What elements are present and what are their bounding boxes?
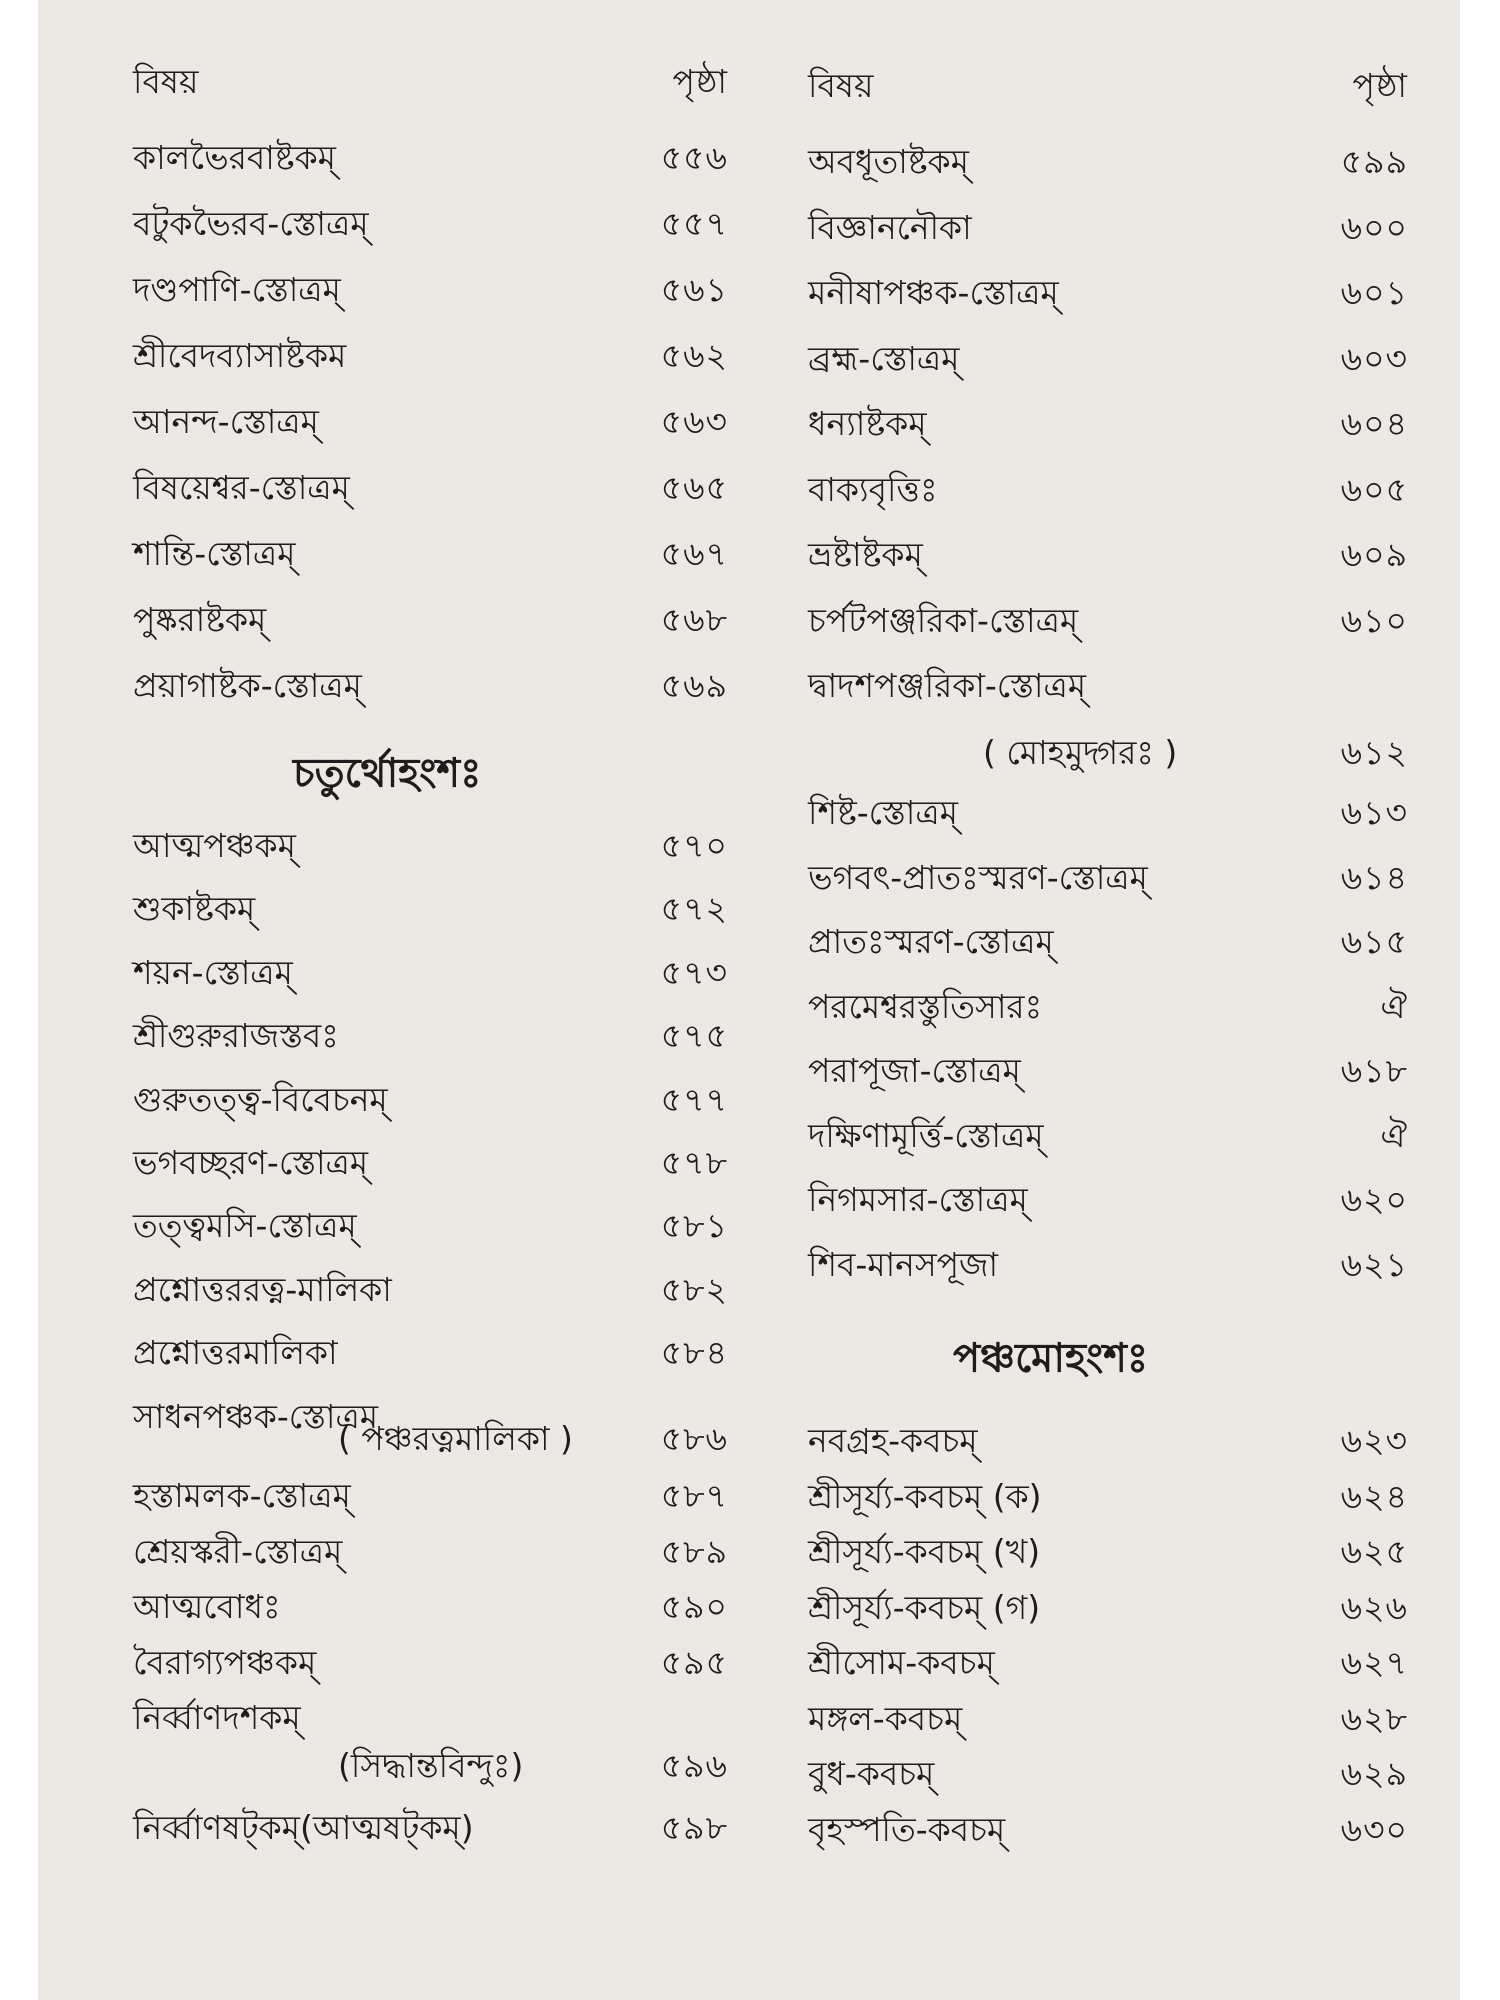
toc-entry <box>38 394 738 454</box>
entry-page: ৫৮২ <box>660 1269 728 1309</box>
entry-title: আত্মপঞ্চকম্ <box>133 826 296 865</box>
subject-header: বিষয় <box>133 62 199 101</box>
entry-page: ৫৫৬ <box>660 138 728 177</box>
toc-entry <box>778 850 1418 910</box>
toc-entry <box>38 658 738 718</box>
entry-title: বটুকভৈরব-স্তোত্রম্ <box>133 204 369 243</box>
entry-page: ৬২৪ <box>1340 1476 1408 1516</box>
entry-page: ৬০০ <box>1340 207 1408 247</box>
entry-title: নির্ব্বাণষট্কম্(আত্মষট্কম্) <box>133 1808 474 1847</box>
entry-page: ৬০৫ <box>1340 469 1408 509</box>
entry-title: শ্রীসোম-কবচম্ <box>808 1643 995 1682</box>
entry-title: নবগ্রহ-কবচম্ <box>808 1421 978 1460</box>
entry-page: ৫৬৫ <box>660 468 728 507</box>
entry-title: ব্রহ্ম-স্তোত্রম্ <box>808 338 960 378</box>
entry-page: ৫৬৭ <box>660 534 728 573</box>
entry-title: ভগবচ্ছরণ-স্তোত্রম্ <box>133 1143 369 1182</box>
entry-title: বাক্যবৃত্তিঃ <box>808 469 938 509</box>
entry-page: ৬০৪ <box>1340 404 1408 443</box>
entry-page: ৬১৪ <box>1340 857 1408 897</box>
entry-page: ৫৫৭ <box>660 204 728 243</box>
section-heading: চতুর্থোহংশঃ <box>293 750 482 797</box>
toc-entry <box>778 200 1418 260</box>
entry-page: ঐ <box>1380 986 1408 1026</box>
entry-page: ৫৭৭ <box>660 1079 728 1119</box>
entry-page: ৬২১ <box>1340 1244 1408 1284</box>
entry-title: হস্তামলক-স্তোত্রম্ <box>133 1476 351 1515</box>
entry-title: শ্রীবেদব্যাসাষ্টকম <box>133 336 347 375</box>
entry-page: ৫৮৪ <box>660 1333 728 1373</box>
page-header: পৃষ্ঠা <box>672 62 728 101</box>
toc-entry <box>778 527 1418 587</box>
entry-page: ৬১৩ <box>1340 793 1408 832</box>
toc-entry <box>38 1008 738 1068</box>
toc-entry <box>778 396 1418 456</box>
entry-title: প্রাতঃস্মরণ-স্তোত্রম্ <box>808 922 1054 961</box>
entry-title: পরমেশ্বরস্তুতিসারঃ <box>808 986 1043 1026</box>
toc-entry <box>778 331 1418 391</box>
entry-page: ৫৮১ <box>660 1206 728 1246</box>
toc-entry <box>778 979 1418 1039</box>
entry-page: ৬২৮ <box>1340 1698 1408 1738</box>
entry-title: চর্পটপঞ্জরিকা-স্তোত্রম্ <box>808 600 1079 640</box>
entry-title: নিগমসার-স্তোত্রম্ <box>808 1180 1028 1219</box>
toc-entry <box>38 1800 738 1860</box>
entry-title: তত্ত্বমসি-স্তোত্রম্ <box>133 1206 357 1246</box>
entry-title: শ্রীসূর্য্য-কবচম্ (ক) <box>808 1476 1042 1516</box>
toc-entry <box>38 592 738 652</box>
entry-title: শিষ্ট-স্তোত্রম্ <box>808 793 958 832</box>
entry-page: ৫৭২ <box>660 889 728 929</box>
section-heading: পঞ্চমোহংশঃ <box>953 1335 1149 1382</box>
entry-page: ৫৬১ <box>660 270 728 309</box>
entry-page: ৫৬৩ <box>660 402 728 441</box>
toc-entry <box>778 462 1418 522</box>
entry-page: ৬১০ <box>1340 600 1408 640</box>
entry-title: বুধ-কবচম্ <box>808 1754 935 1793</box>
toc-entry <box>38 881 738 941</box>
toc-entry <box>38 328 738 388</box>
toc-entry <box>778 1580 1418 1640</box>
toc-entry <box>38 1072 738 1132</box>
entry-title: শ্রীসূর্য্য-কবচম্ (গ) <box>808 1587 1041 1627</box>
entry-title: নির্ব্বাণদশকম্ <box>133 1698 301 1737</box>
toc-entry <box>38 945 738 1005</box>
entry-title: দক্ষিণামূর্ত্তি-স্তোত্রম্ <box>808 1115 1044 1155</box>
entry-page: ৬১৮ <box>1340 1051 1408 1090</box>
entry-page: ৫৭৮ <box>660 1143 728 1182</box>
book-page <box>38 0 1460 2000</box>
toc-entry <box>38 1579 738 1639</box>
toc-entry <box>778 1413 1418 1473</box>
entry-page: ৫৯৫ <box>660 1642 728 1682</box>
toc-entry <box>38 1468 738 1528</box>
entry-page: ৫৬৮ <box>660 600 728 639</box>
entry-page: ৫৮৯ <box>660 1531 728 1571</box>
toc-entry <box>38 1198 738 1258</box>
entry-title: শ্রেয়স্করী-স্তোত্রম্ <box>133 1531 343 1571</box>
subject-header: বিষয় <box>808 66 874 105</box>
entry-title: ভগবৎ-প্রাতঃস্মরণ-স্তোত্রম্ <box>808 857 1148 897</box>
toc-entry <box>38 1635 738 1695</box>
entry-continuation: (সিদ্ধান্তবিন্দুঃ) ৫৯৬ <box>338 1746 728 1785</box>
toc-entry <box>38 1524 738 1584</box>
entry-title: শুকাষ্টকম্ <box>133 889 256 929</box>
entry-title: প্রশ্নোত্তররত্ন-মালিকা <box>133 1269 392 1309</box>
entry-page: ৬২৯ <box>1340 1754 1408 1793</box>
entry-page: ৫৯০ <box>660 1587 728 1626</box>
entry-page: ৬০১ <box>1340 273 1408 312</box>
entry-page: ৫৬২ <box>660 336 728 375</box>
entry-title: প্রশ্নোত্তরমালিকা <box>133 1333 338 1373</box>
entry-continuation: ( পঞ্চরত্নমালিকা ) ৫৮৬ <box>338 1419 728 1458</box>
entry-title: দণ্ডপাণি-স্তোত্রম্ <box>133 270 341 309</box>
toc-entry <box>38 130 738 190</box>
entry-title: ভ্রষ্টাষ্টকম্ <box>808 535 923 574</box>
toc-entry <box>778 1469 1418 1529</box>
entry-page: ৬২৭ <box>1340 1643 1408 1682</box>
entry-title: প্রয়াগাষ্টক-স্তোত্রম্ <box>133 666 362 705</box>
entry-page: ৬২৩ <box>1340 1421 1408 1460</box>
page-header: পৃষ্ঠা <box>1352 66 1408 105</box>
entry-title: দ্বাদশপঞ্জরিকা-স্তোত্রম্ <box>808 666 1087 705</box>
toc-entry <box>38 818 738 878</box>
entry-title: শ্রীসূর্য্য-কবচম্ (খ) <box>808 1532 1041 1571</box>
entry-continuation: ( মোহমুদ্গরঃ ) ৬১২ <box>983 733 1408 772</box>
entry-page: ৬২৫ <box>1340 1532 1408 1571</box>
toc-entry <box>778 593 1418 653</box>
entry-title: মনীষাপঞ্চক-স্তোত্রম্ <box>808 273 1059 312</box>
entry-page: ৫৭৫ <box>660 1016 728 1056</box>
toc-entry <box>778 1043 1418 1103</box>
entry-page: ৬২০ <box>1340 1180 1408 1219</box>
entry-title: বৈরাগ্যপঞ্চকম্ <box>133 1642 317 1682</box>
column-header <box>38 54 738 114</box>
entry-title: শিব-মানসপূজা <box>808 1244 999 1284</box>
entry-title: বৃহস্পতি-কবচম্ <box>808 1809 1006 1849</box>
entry-title: কালভৈরবাষ্টকম্ <box>133 138 336 177</box>
toc-entry <box>38 196 738 256</box>
toc-entry <box>778 1635 1418 1695</box>
toc-entry <box>778 1172 1418 1232</box>
entry-title: পরাপূজা-স্তোত্রম্ <box>808 1051 1021 1090</box>
entry-page: ৬১৫ <box>1340 922 1408 961</box>
entry-title: বিষয়েশ্বর-স্তোত্রম্ <box>133 468 350 507</box>
entry-title: শ্রীগুরুরাজস্তবঃ <box>133 1016 339 1056</box>
entry-title: অবধূতাষ্টকম্ <box>808 142 969 181</box>
toc-entry <box>38 262 738 322</box>
entry-page: ৬২৬ <box>1340 1587 1408 1627</box>
entry-title: শান্তি-স্তোত্রম্ <box>133 534 296 573</box>
entry-title: আত্মবোধঃ <box>133 1587 281 1626</box>
entry-title: বিজ্ঞাননৌকা <box>808 207 972 247</box>
toc-entry <box>778 1802 1418 1862</box>
entry-title: পুষ্করাষ্টকম্ <box>133 600 267 639</box>
toc-entry <box>778 658 1418 718</box>
toc-entry <box>38 460 738 520</box>
entry-page: ৬০৯ <box>1340 535 1408 574</box>
entry-page: ৫৭০ <box>660 826 728 865</box>
entry-page: ৫৮৭ <box>660 1476 728 1515</box>
column-header <box>778 58 1418 118</box>
toc-entry <box>778 785 1418 845</box>
toc-entry <box>38 1135 738 1195</box>
toc-entry <box>38 1325 738 1385</box>
toc-entry <box>778 1746 1418 1806</box>
entry-title: মঙ্গল-কবচম্ <box>808 1698 963 1738</box>
toc-entry <box>778 1108 1418 1168</box>
entry-page: ঐ <box>1380 1115 1408 1155</box>
entry-page: ৫৯৯ <box>1340 142 1408 181</box>
entry-title: গুরুতত্ত্ব-বিবেচনম্ <box>133 1079 388 1119</box>
toc-entry <box>38 1262 738 1322</box>
toc-entry <box>778 265 1418 325</box>
toc-entry <box>778 134 1418 194</box>
entry-page: ৫৬৯ <box>660 666 728 705</box>
toc-entry <box>38 526 738 586</box>
entry-page: ৫৯৮ <box>660 1808 728 1847</box>
toc-entry <box>778 1524 1418 1584</box>
entry-title: ধন্যাষ্টকম্ <box>808 404 927 443</box>
entry-page: ৫৭৩ <box>660 952 728 992</box>
entry-title: সাধনপঞ্চক-স্তোত্রম্ <box>133 1396 379 1436</box>
toc-entry <box>778 914 1418 974</box>
toc-entry <box>778 1237 1418 1297</box>
entry-page: ৬০৩ <box>1340 338 1408 378</box>
entry-page: ৬৩০ <box>1340 1809 1408 1849</box>
toc-entry <box>778 1691 1418 1751</box>
entry-title: শয়ন-স্তোত্রম্ <box>133 952 293 992</box>
entry-title: আনন্দ-স্তোত্রম্ <box>133 402 319 441</box>
